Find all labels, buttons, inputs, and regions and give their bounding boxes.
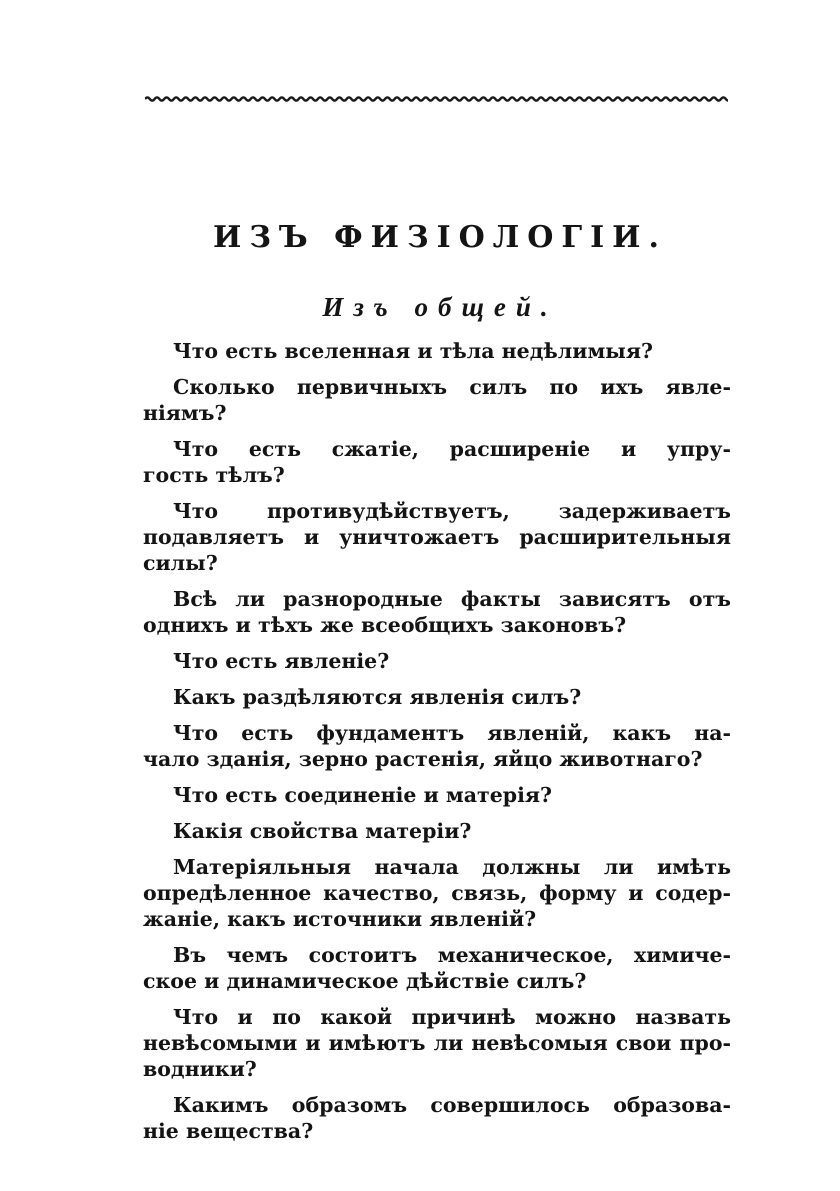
question-item	[143, 942, 731, 994]
question-line: водники?	[143, 1057, 257, 1081]
question-item	[143, 586, 731, 638]
question-line: Что и по какой причинѣ можно назвать	[173, 1005, 731, 1029]
question-line: подавляетъ и уничтожаетъ расширительныя	[143, 525, 731, 549]
section-subtitle: Изъ общей.	[322, 292, 558, 322]
question-item	[143, 818, 731, 844]
question-line: Какимъ образомъ совершилось образова-	[173, 1093, 731, 1117]
question-item	[143, 374, 731, 426]
question-line: Что есть сжатіе, расширеніе и упру-	[173, 437, 731, 461]
question-line: жаніе, какъ источники явленій?	[143, 907, 537, 931]
question-line: Всѣ ли разнородные факты зависятъ отъ	[173, 587, 731, 611]
question-line: Что противудѣйствуетъ, задерживаетъ	[173, 499, 731, 523]
question-item	[143, 436, 731, 488]
question-line: однихъ и тѣхъ же всеобщихъ законовъ?	[143, 613, 627, 637]
question-line: силы?	[143, 551, 218, 575]
question-line: ніямъ?	[143, 401, 227, 425]
question-line: гость тѣлъ?	[143, 463, 285, 487]
question-line: невѣсомыми и имѣютъ ли невѣсомыя свои про-	[143, 1031, 731, 1055]
question-line: Что есть вселенная и тѣла недѣлимыя?	[173, 339, 653, 363]
question-item	[143, 720, 731, 772]
question-item	[143, 1004, 731, 1082]
question-line: ское и динамическое дѣйствіе силъ?	[143, 969, 587, 993]
question-item	[143, 782, 731, 808]
question-item	[143, 498, 731, 576]
question-line: Въ чемъ состоитъ механическое, химиче-	[173, 943, 731, 967]
question-line: чало зданія, зерно растенія, яйцо животнаго?	[143, 747, 703, 771]
question-item	[143, 338, 731, 364]
question-line: Какъ раздѣляются явленія силъ?	[173, 685, 582, 709]
section-title: ИЗЪ ФИЗІОЛОГІИ.	[213, 220, 667, 255]
question-line: опредѣленное качество, связь, форму и содер-	[143, 881, 731, 905]
question-item	[143, 854, 731, 932]
question-line: Что есть фундаментъ явленій, какъ на-	[173, 721, 731, 745]
question-list	[143, 338, 731, 1154]
question-line: Сколько первичныхъ силъ по ихъ явле-	[173, 375, 731, 399]
question-line: Матеріяльныя начала должны ли имѣть	[173, 855, 731, 879]
question-line: Что есть соединеніе и матерія?	[173, 783, 553, 807]
decorative-rule-ornament	[145, 92, 728, 106]
question-item	[143, 1092, 731, 1144]
question-item	[143, 684, 731, 710]
question-line: ніе вещества?	[143, 1119, 314, 1143]
question-line: Что есть явленіе?	[173, 649, 390, 673]
question-line: Какія свойства матеріи?	[173, 819, 472, 843]
question-item	[143, 648, 731, 674]
